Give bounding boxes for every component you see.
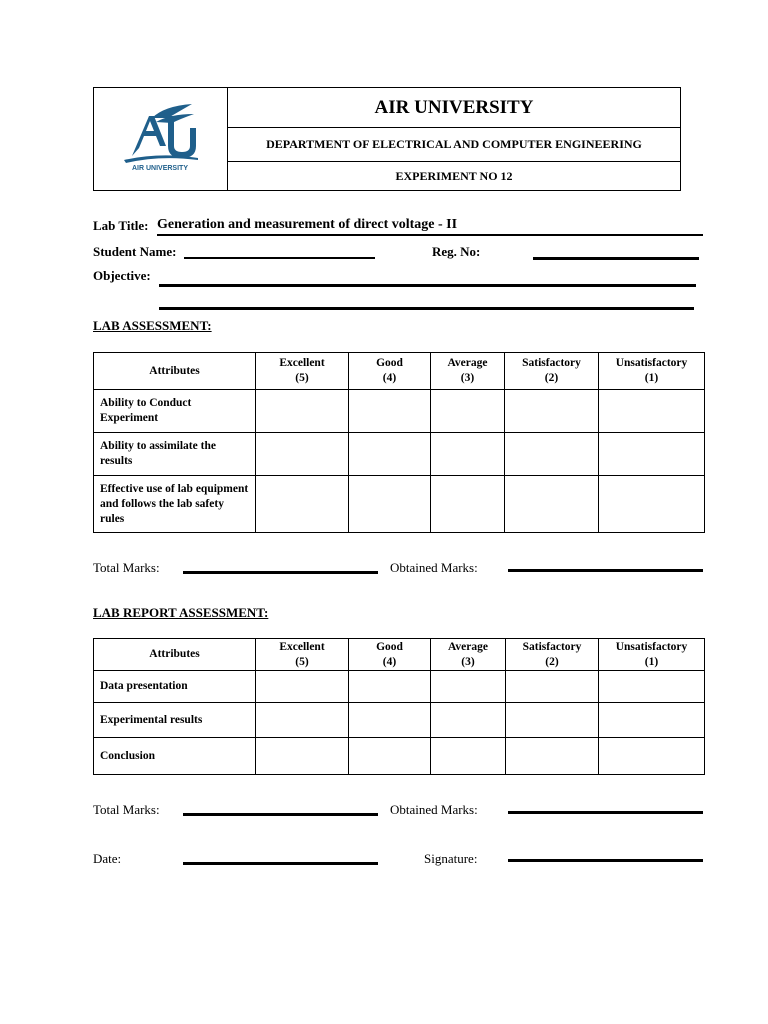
- column-header: Unsatisfactory (1): [599, 353, 705, 390]
- logo-cell: [94, 88, 228, 190]
- score-cell[interactable]: [256, 390, 349, 433]
- column-header: Average (3): [431, 353, 505, 390]
- column-header: Satisfactory (2): [506, 639, 599, 671]
- score-cell[interactable]: [506, 671, 599, 703]
- column-header: Good (4): [349, 639, 431, 671]
- report-total-marks-field[interactable]: [183, 813, 378, 816]
- lab-report-assessment-table: [93, 638, 705, 775]
- attribute-cell: Conclusion: [94, 738, 256, 775]
- score-cell[interactable]: [349, 433, 431, 476]
- table-row: [94, 390, 705, 433]
- objective-field-line-2[interactable]: [159, 307, 694, 310]
- date-label: Date:: [93, 851, 122, 866]
- department-name: DEPARTMENT OF ELECTRICAL AND COMPUTER ENGINEERING: [228, 128, 680, 162]
- attribute-cell: Data presentation: [94, 671, 256, 703]
- date-field[interactable]: [183, 862, 378, 865]
- table-row: [94, 476, 705, 533]
- score-cell[interactable]: [506, 703, 599, 738]
- reg-no-field[interactable]: [533, 257, 699, 260]
- logo-text: AIR UNIVERSITY: [131, 165, 189, 172]
- score-cell[interactable]: [431, 738, 506, 775]
- lab-obtained-marks-field[interactable]: [508, 569, 703, 572]
- lab-total-marks-field[interactable]: [183, 571, 378, 574]
- score-cell[interactable]: [431, 390, 505, 433]
- score-cell[interactable]: [599, 738, 705, 775]
- column-header: Satisfactory (2): [505, 353, 599, 390]
- score-cell[interactable]: [505, 390, 599, 433]
- score-cell[interactable]: [431, 433, 505, 476]
- lab-title-line: [157, 234, 703, 236]
- score-cell[interactable]: [599, 433, 705, 476]
- score-cell[interactable]: [431, 671, 506, 703]
- table-header-row: [94, 353, 705, 390]
- score-cell[interactable]: [505, 476, 599, 533]
- attribute-cell: Effective use of lab equipment and follows the lab safety rules: [94, 476, 256, 533]
- reg-no-label: Reg. No:: [432, 244, 481, 259]
- score-cell[interactable]: [599, 671, 705, 703]
- score-cell[interactable]: [431, 476, 505, 533]
- student-name-label: Student Name:: [93, 244, 177, 259]
- table-row: [94, 433, 705, 476]
- report-obtained-marks-field[interactable]: [508, 811, 703, 814]
- column-header: Excellent (5): [256, 353, 349, 390]
- header-box: [93, 87, 681, 191]
- score-cell[interactable]: [599, 476, 705, 533]
- score-cell[interactable]: [506, 738, 599, 775]
- attribute-cell: Experimental results: [94, 703, 256, 738]
- score-cell[interactable]: [256, 703, 349, 738]
- lab-report-assessment-title: LAB REPORT ASSESSMENT:: [93, 605, 269, 620]
- column-header: Attributes: [94, 353, 256, 390]
- score-cell[interactable]: [505, 433, 599, 476]
- column-header: Average (3): [431, 639, 506, 671]
- signature-label: Signature:: [424, 851, 478, 866]
- report-total-marks-label: Total Marks:: [93, 802, 160, 817]
- lab-assessment-table: [93, 352, 705, 533]
- score-cell[interactable]: [599, 703, 705, 738]
- column-header: Attributes: [94, 639, 256, 671]
- lab-title-label: Lab Title:: [93, 218, 149, 233]
- table-row: [94, 703, 705, 738]
- student-name-field[interactable]: [184, 257, 375, 259]
- lab-total-marks-label: Total Marks:: [93, 560, 160, 575]
- score-cell[interactable]: [256, 738, 349, 775]
- score-cell[interactable]: [256, 433, 349, 476]
- table-header-row: [94, 639, 705, 671]
- score-cell[interactable]: [256, 476, 349, 533]
- column-header: Good (4): [349, 353, 431, 390]
- score-cell[interactable]: [349, 476, 431, 533]
- attribute-cell: Ability to assimilate the results: [94, 433, 256, 476]
- table-row: [94, 738, 705, 775]
- report-obtained-marks-label: Obtained Marks:: [390, 802, 478, 817]
- score-cell[interactable]: [349, 390, 431, 433]
- column-header: Unsatisfactory (1): [599, 639, 705, 671]
- score-cell[interactable]: [599, 390, 705, 433]
- university-name: AIR UNIVERSITY: [228, 88, 680, 128]
- university-logo-icon: [94, 88, 227, 190]
- lab-assessment-title: LAB ASSESSMENT:: [93, 318, 212, 333]
- lab-obtained-marks-label: Obtained Marks:: [390, 560, 478, 575]
- score-cell[interactable]: [256, 671, 349, 703]
- score-cell[interactable]: [349, 703, 431, 738]
- objective-label: Objective:: [93, 268, 151, 283]
- lab-title-value: Generation and measurement of direct voltage - II: [157, 217, 458, 232]
- score-cell[interactable]: [349, 671, 431, 703]
- score-cell[interactable]: [431, 703, 506, 738]
- signature-field[interactable]: [508, 859, 703, 862]
- table-row: [94, 671, 705, 703]
- attribute-cell: Ability to Conduct Experiment: [94, 390, 256, 433]
- experiment-number: EXPERIMENT NO 12: [395, 168, 513, 183]
- column-header: Excellent (5): [256, 639, 349, 671]
- score-cell[interactable]: [349, 738, 431, 775]
- objective-field-line-1[interactable]: [159, 284, 696, 287]
